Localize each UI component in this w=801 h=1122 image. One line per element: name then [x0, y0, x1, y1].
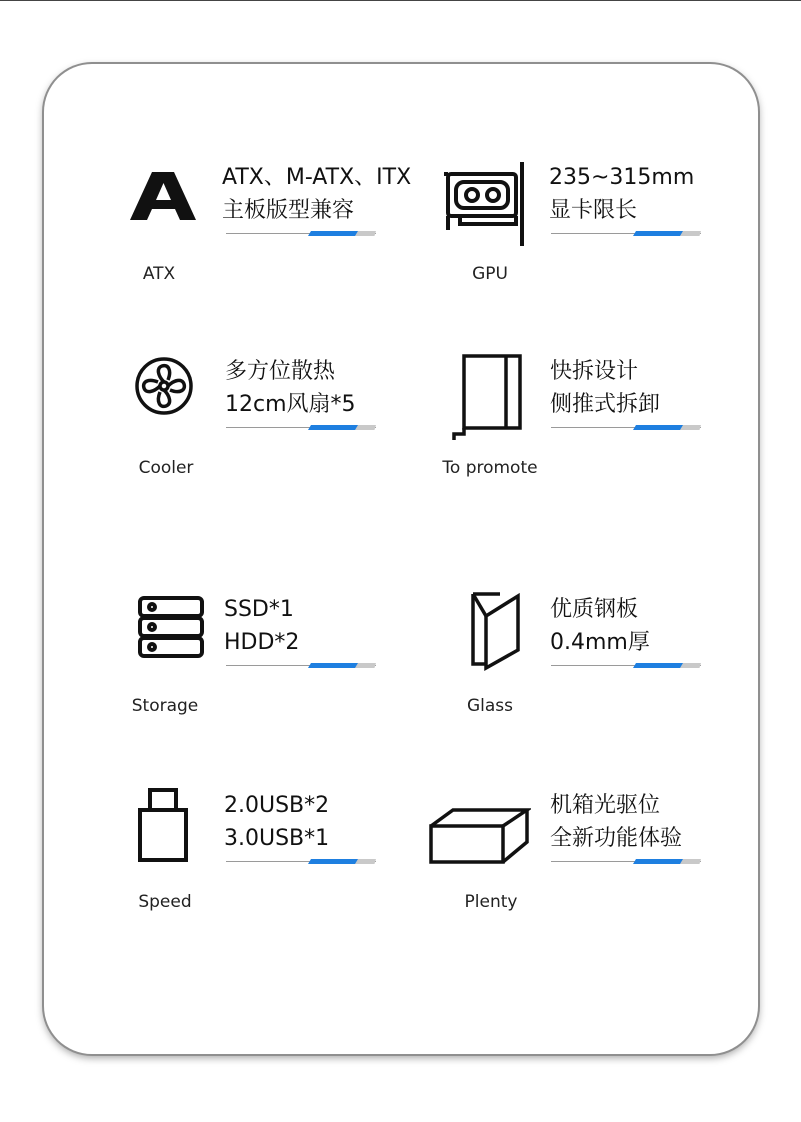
feature-caption: Plenty: [464, 892, 518, 912]
gpu-card-icon: [442, 160, 530, 250]
accent-bar: [226, 663, 376, 669]
accent-bar: [551, 663, 701, 669]
feature-line-2: 全新功能体验: [550, 826, 683, 851]
feature-line-2: 主板版型兼容: [222, 198, 355, 223]
feature-caption: Cooler: [138, 458, 194, 478]
feature-text: [550, 789, 682, 855]
accent-bar: [226, 231, 376, 237]
feature-line-2: HDD*2: [224, 630, 300, 655]
feature-caption: Speed: [138, 892, 192, 912]
feature-line-1: 机箱光驱位: [550, 793, 661, 818]
feature-line-1: 235~315mm: [549, 165, 695, 190]
side-panel-icon: [452, 354, 524, 446]
feature-caption: Glass: [466, 696, 514, 716]
accent-bar: [551, 425, 701, 431]
feature-line-2: 0.4mm厚: [550, 630, 650, 655]
feature-line-2: 显卡限长: [549, 198, 638, 223]
feature-line-2: 12cm风扇*5: [225, 392, 356, 417]
feature-caption: GPU: [472, 264, 508, 284]
top-rule: [0, 0, 801, 1]
feature-text: [550, 593, 650, 659]
feature-text: [222, 161, 411, 227]
feature-text: [225, 355, 356, 421]
feature-line-1: SSD*1: [224, 597, 294, 622]
feature-line-2: 侧推式拆卸: [550, 392, 661, 417]
feature-card: [44, 64, 758, 1054]
accent-bar: [226, 859, 376, 865]
feature-line-1: 快拆设计: [550, 359, 639, 384]
folded-panel-icon: [470, 592, 522, 672]
atx-letter-icon: [130, 172, 198, 220]
feature-line-1: 2.0USB*2: [224, 793, 330, 818]
accent-bar: [226, 425, 376, 431]
feature-line-1: 多方位散热: [225, 359, 336, 384]
feature-line-2: 3.0USB*1: [224, 826, 330, 851]
storage-drives-icon: [138, 596, 206, 662]
accent-bar: [551, 859, 701, 865]
optical-drive-box-icon: [429, 808, 531, 864]
feature-caption: ATX: [142, 264, 176, 284]
feature-caption: Storage: [131, 696, 199, 716]
feature-caption: To promote: [442, 458, 538, 478]
usb-connector-icon: [138, 788, 190, 864]
feature-line-1: ATX、M-ATX、ITX: [222, 165, 412, 190]
feature-text: [224, 789, 329, 855]
feature-text: [550, 355, 660, 421]
feature-text: [224, 593, 299, 659]
feature-line-1: 优质钢板: [550, 597, 639, 622]
accent-bar: [551, 231, 701, 237]
fan-icon: [134, 356, 194, 416]
feature-text: [549, 161, 694, 227]
